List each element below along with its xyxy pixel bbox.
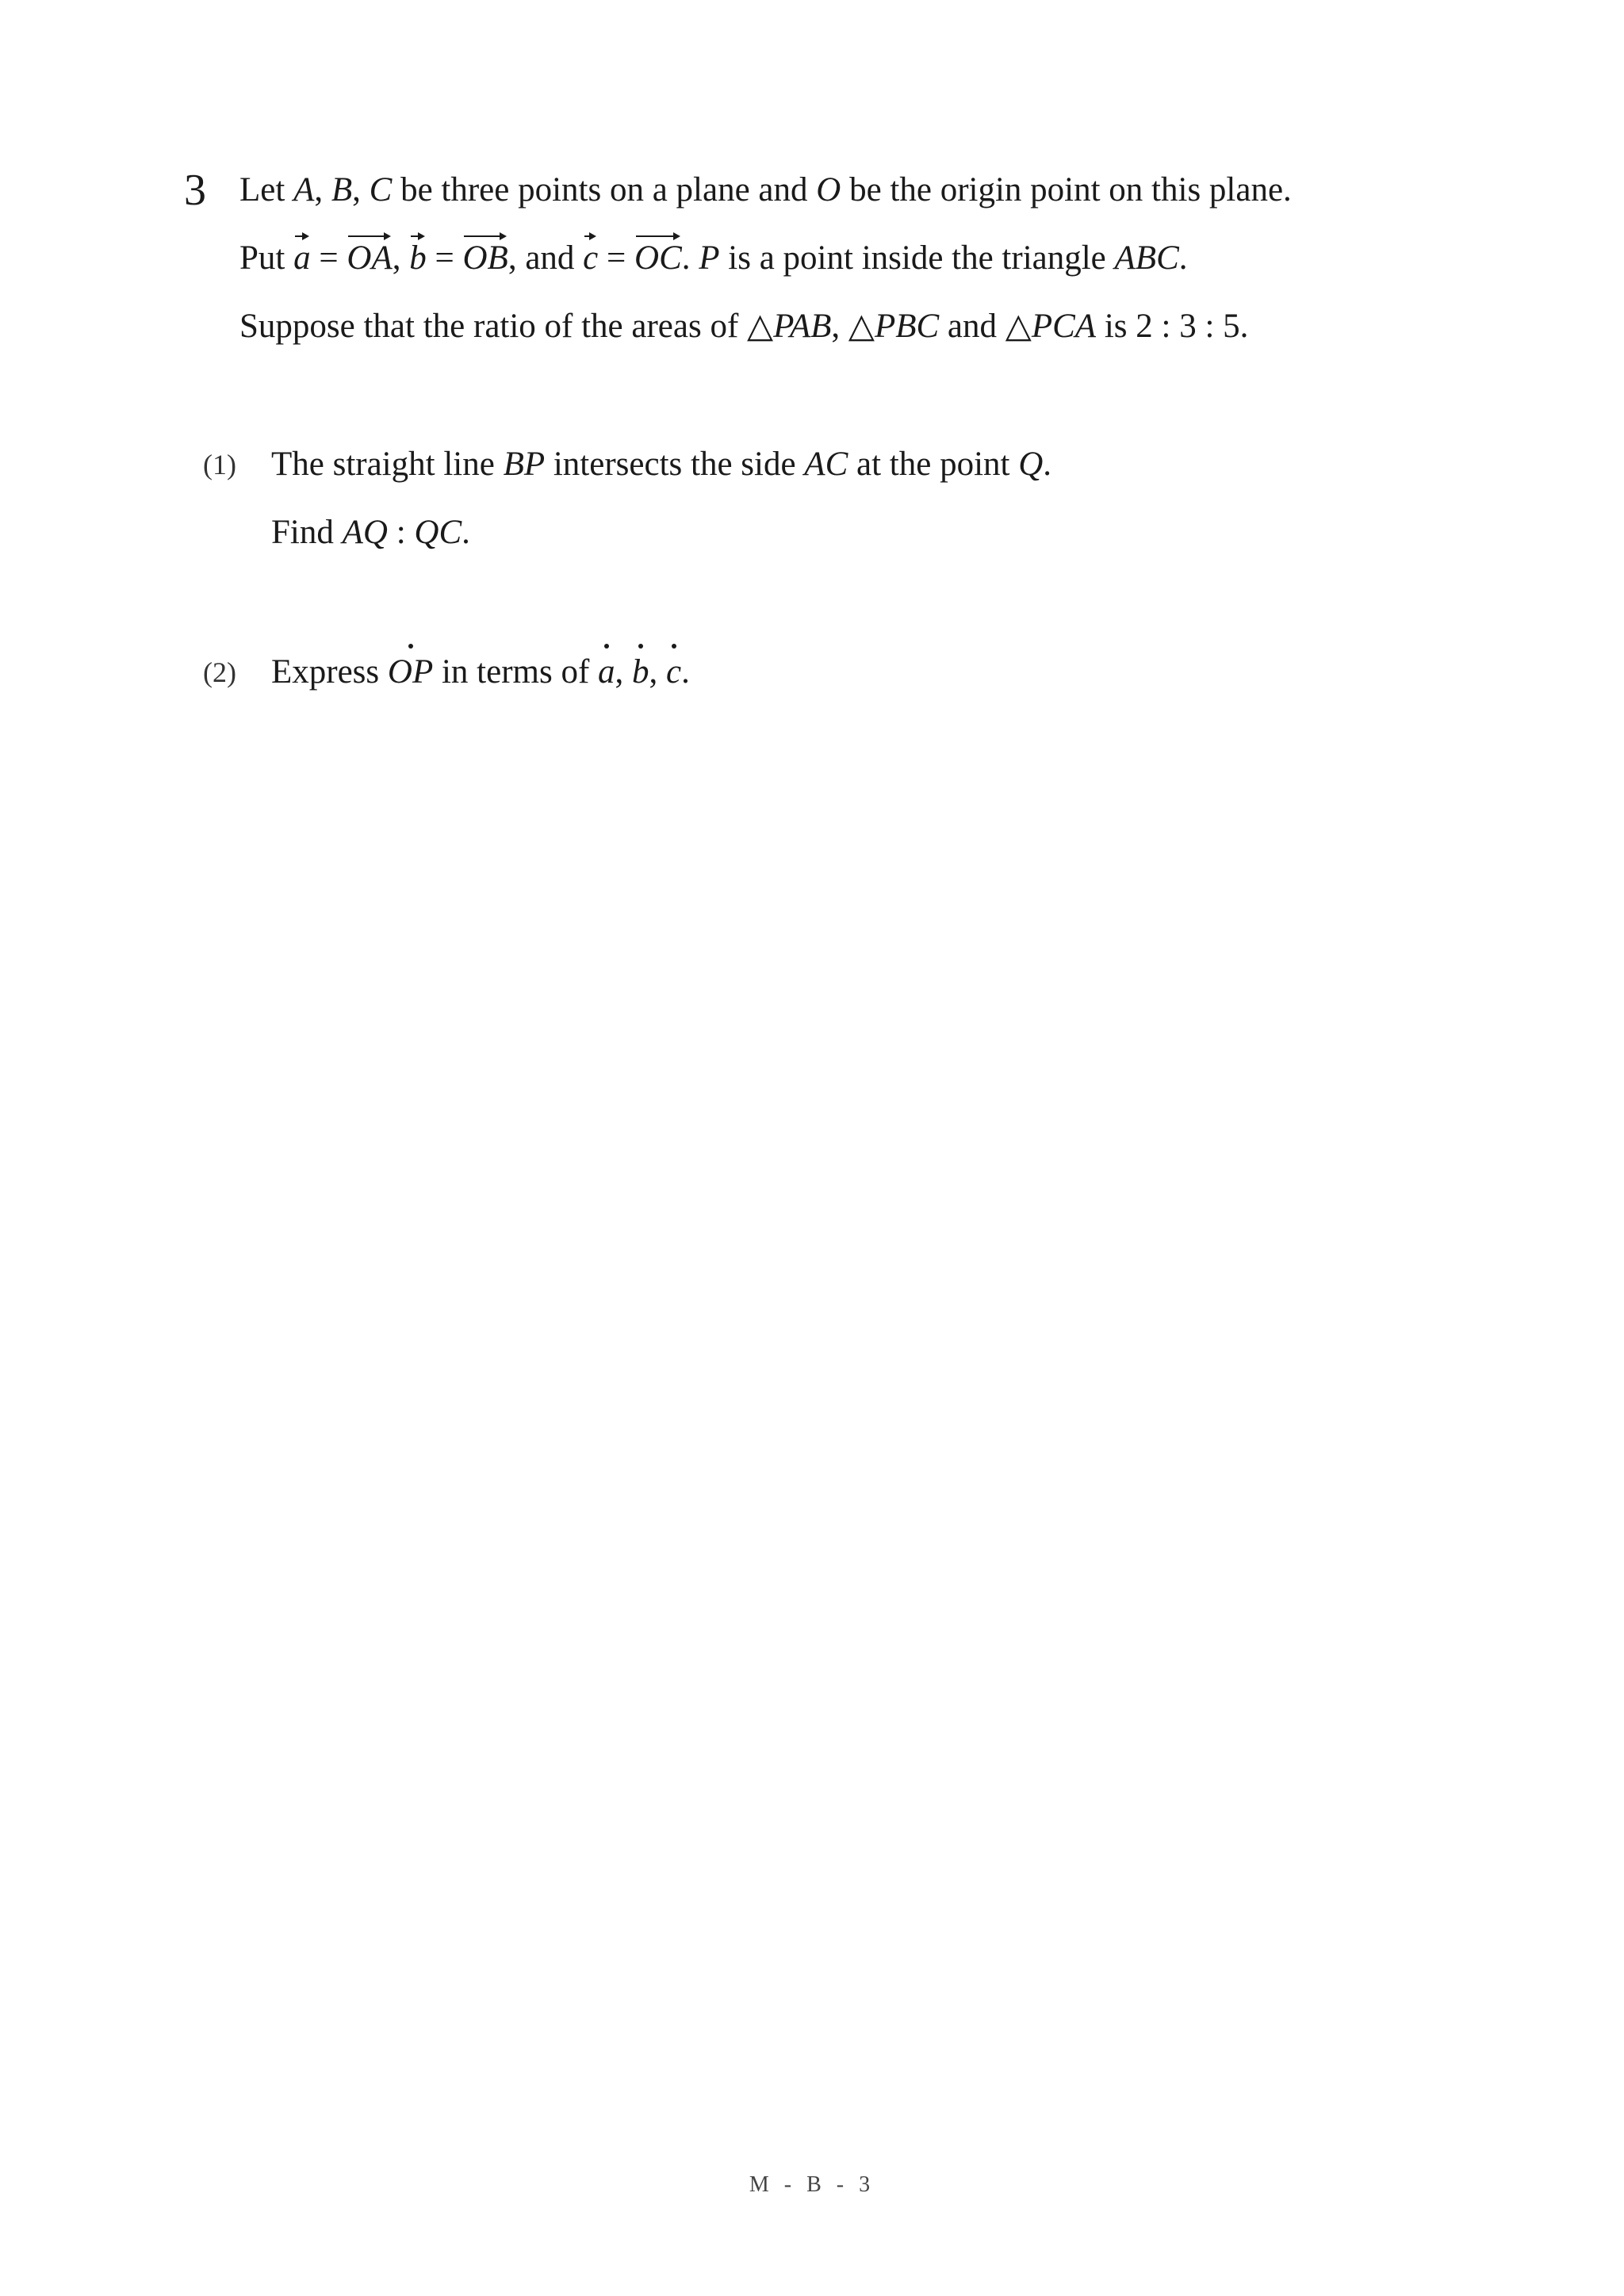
vector-dot-icon [604, 644, 609, 649]
vector-a-label: a [598, 653, 615, 691]
comma: , [615, 653, 633, 691]
vector-ob [462, 236, 508, 281]
equals: = [598, 239, 635, 277]
period: . [1043, 446, 1052, 483]
vector-arrow-icon [347, 232, 392, 241]
text: be the origin point on this plane. [841, 171, 1292, 209]
text: Suppose that the ratio of the areas of [239, 308, 748, 345]
point-b: B [331, 171, 353, 209]
vector-oc [634, 236, 682, 281]
triangle-icon: △ [848, 308, 875, 345]
period: . [681, 239, 699, 277]
vector-op [388, 650, 433, 695]
point-p: P [699, 239, 720, 277]
colon: : [387, 514, 415, 551]
text: and [939, 308, 1005, 345]
vector-oa-label: OA [347, 239, 393, 277]
triangle-icon: △ [1005, 308, 1032, 345]
comma: , [831, 308, 848, 345]
question-number: 3 [184, 166, 206, 215]
vector-ob-label: OB [462, 239, 508, 277]
problem-line-2 [239, 236, 1188, 281]
problem-line-1 [239, 168, 1292, 212]
equals: = [426, 239, 463, 277]
point-o: O [816, 171, 841, 209]
vector-dot-icon [638, 644, 643, 649]
page-footer-code: M - B - 3 [749, 2172, 875, 2197]
text: Find [271, 514, 343, 551]
triangle-pab: PAB [773, 308, 832, 345]
vector-c-label: c [666, 653, 682, 691]
vector-arrow-icon [409, 232, 427, 241]
triangle-icon: △ [747, 308, 774, 345]
segment-aq: AQ [342, 514, 388, 551]
vector-oa [347, 236, 392, 281]
vector-b [409, 236, 427, 281]
part-1-label: (1) [203, 449, 236, 480]
text: The straight line [271, 446, 504, 483]
comma: , [314, 171, 331, 209]
vector-arrow-icon [583, 232, 598, 241]
vector-b-label: b [409, 239, 427, 277]
text: at the point [848, 446, 1019, 483]
ratio-text: is 2 : 3 : 5. [1096, 308, 1249, 345]
triangle-pca: PCA [1031, 308, 1097, 345]
vector-c [666, 650, 681, 695]
vector-c-label: c [583, 239, 599, 277]
vector-b [632, 650, 649, 695]
vector-c [583, 236, 598, 281]
triangle-pbc: PBC [874, 308, 940, 345]
vector-b-label: b [632, 653, 649, 691]
vector-dot-icon [408, 644, 413, 649]
period: . [1178, 239, 1188, 277]
vector-op-label: OP [387, 653, 434, 691]
problem-line-3 [239, 304, 1248, 349]
point-c: C [369, 171, 393, 209]
vector-dot-icon [672, 644, 676, 649]
vector-a-label: a [293, 239, 311, 277]
line-bp: BP [503, 446, 546, 483]
comma: , [649, 653, 667, 691]
part-1-line-1 [271, 442, 1051, 487]
point-q: Q [1018, 446, 1044, 483]
point-a: A [293, 171, 315, 209]
text: Express [271, 653, 388, 691]
vector-arrow-icon [293, 232, 311, 241]
text: in terms of [433, 653, 599, 691]
vector-a [598, 650, 615, 695]
vector-arrow-icon [462, 232, 508, 241]
period: . [681, 653, 690, 691]
equals: = [310, 239, 347, 277]
comma: , [352, 171, 370, 209]
text: , and [508, 239, 584, 277]
triangle-abc: ABC [1114, 239, 1179, 277]
comma: , [392, 239, 410, 277]
vector-oc-label: OC [634, 239, 682, 277]
part-1-line-2 [271, 511, 470, 555]
part-2-line-1 [271, 650, 690, 695]
part-2-label: (2) [203, 656, 236, 688]
segment-qc: QC [414, 514, 462, 551]
side-ac: AC [804, 446, 848, 483]
text: Put [239, 239, 294, 277]
text: is a point inside the triangle [719, 239, 1115, 277]
text: Let [239, 171, 294, 209]
text: be three points on a plane and [392, 171, 817, 209]
vector-arrow-icon [634, 232, 682, 241]
vector-a [293, 236, 311, 281]
text: intersects the side [545, 446, 805, 483]
period: . [462, 514, 470, 551]
